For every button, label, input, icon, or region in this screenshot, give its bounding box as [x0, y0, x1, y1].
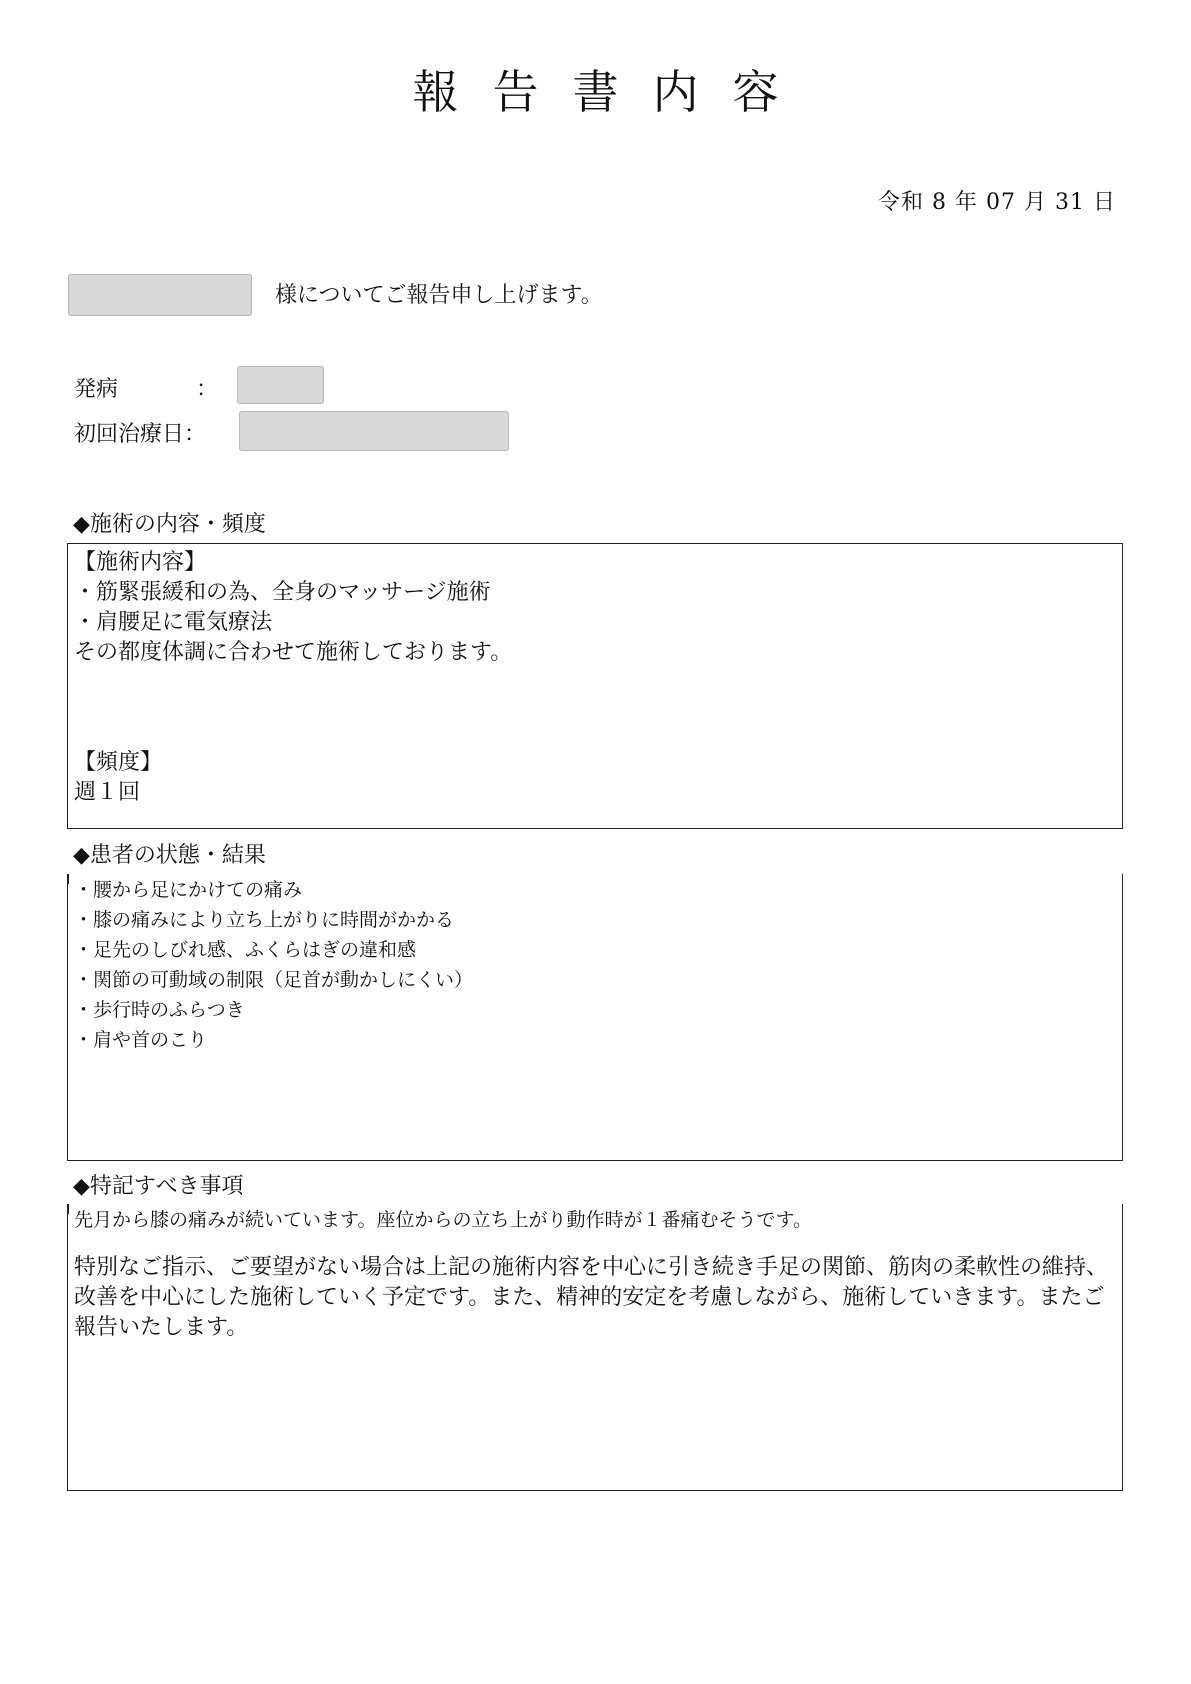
condition-line: ・腰から足にかけての痛み: [74, 879, 303, 901]
treatment-box: [67, 543, 1123, 829]
notes-paragraph: 特別なご指示、ご要望がない場合は上記の施術内容を中心に引き続き手足の関節、筋肉の柔軟性の維持、改善を中心にした施術していく予定です。また、精神的安定を考慮しながら、施術していきます。またご報告いたします。: [74, 1255, 1109, 1340]
patient-name-redacted: [68, 274, 252, 316]
condition-line: ・膝の痛みにより立ち上がりに時間がかかる: [74, 909, 455, 931]
treatment-content-heading: 【施術内容】: [74, 550, 207, 575]
first-treatment-label: 初回治療日：: [74, 422, 207, 447]
report-date: 令和 8 年 07 月 31 日: [878, 190, 1116, 215]
frequency-value: 週１回: [74, 780, 141, 805]
treatment-line: ・肩腰足に電気療法: [74, 610, 273, 635]
notes-line: 先月から膝の痛みが続いています。座位からの立ち上がり動作時が１番痛むそうです。: [74, 1209, 812, 1231]
treatment-line: ・筋緊張緩和の為、全身のマッサージ施術: [74, 580, 491, 605]
notes-section-title: ◆特記すべき事項: [73, 1174, 244, 1199]
onset-colon: ：: [196, 377, 219, 402]
condition-line: ・歩行時のふらつき: [74, 999, 245, 1021]
condition-section-title: ◆患者の状態・結果: [73, 843, 266, 868]
condition-box: [67, 875, 1123, 1161]
frequency-heading: 【頻度】: [74, 750, 163, 775]
treatment-section-title: ◆施術の内容・頻度: [73, 512, 266, 537]
first-treatment-date-redacted: [239, 411, 509, 451]
page-title: 報告書内容: [412, 65, 813, 119]
onset-value-redacted: [237, 366, 324, 404]
onset-label: 発病: [74, 377, 119, 402]
condition-line: ・肩や首のこり: [74, 1029, 208, 1051]
condition-line: ・関節の可動域の制限（足首が動かしにくい）: [74, 969, 474, 991]
condition-line: ・足先のしびれ感、ふくらはぎの違和感: [74, 939, 417, 961]
notes-box: [67, 1205, 1123, 1491]
intro-text: 様についてご報告申し上げます。: [275, 283, 603, 308]
treatment-line: その都度体調に合わせて施術しております。: [74, 640, 513, 665]
